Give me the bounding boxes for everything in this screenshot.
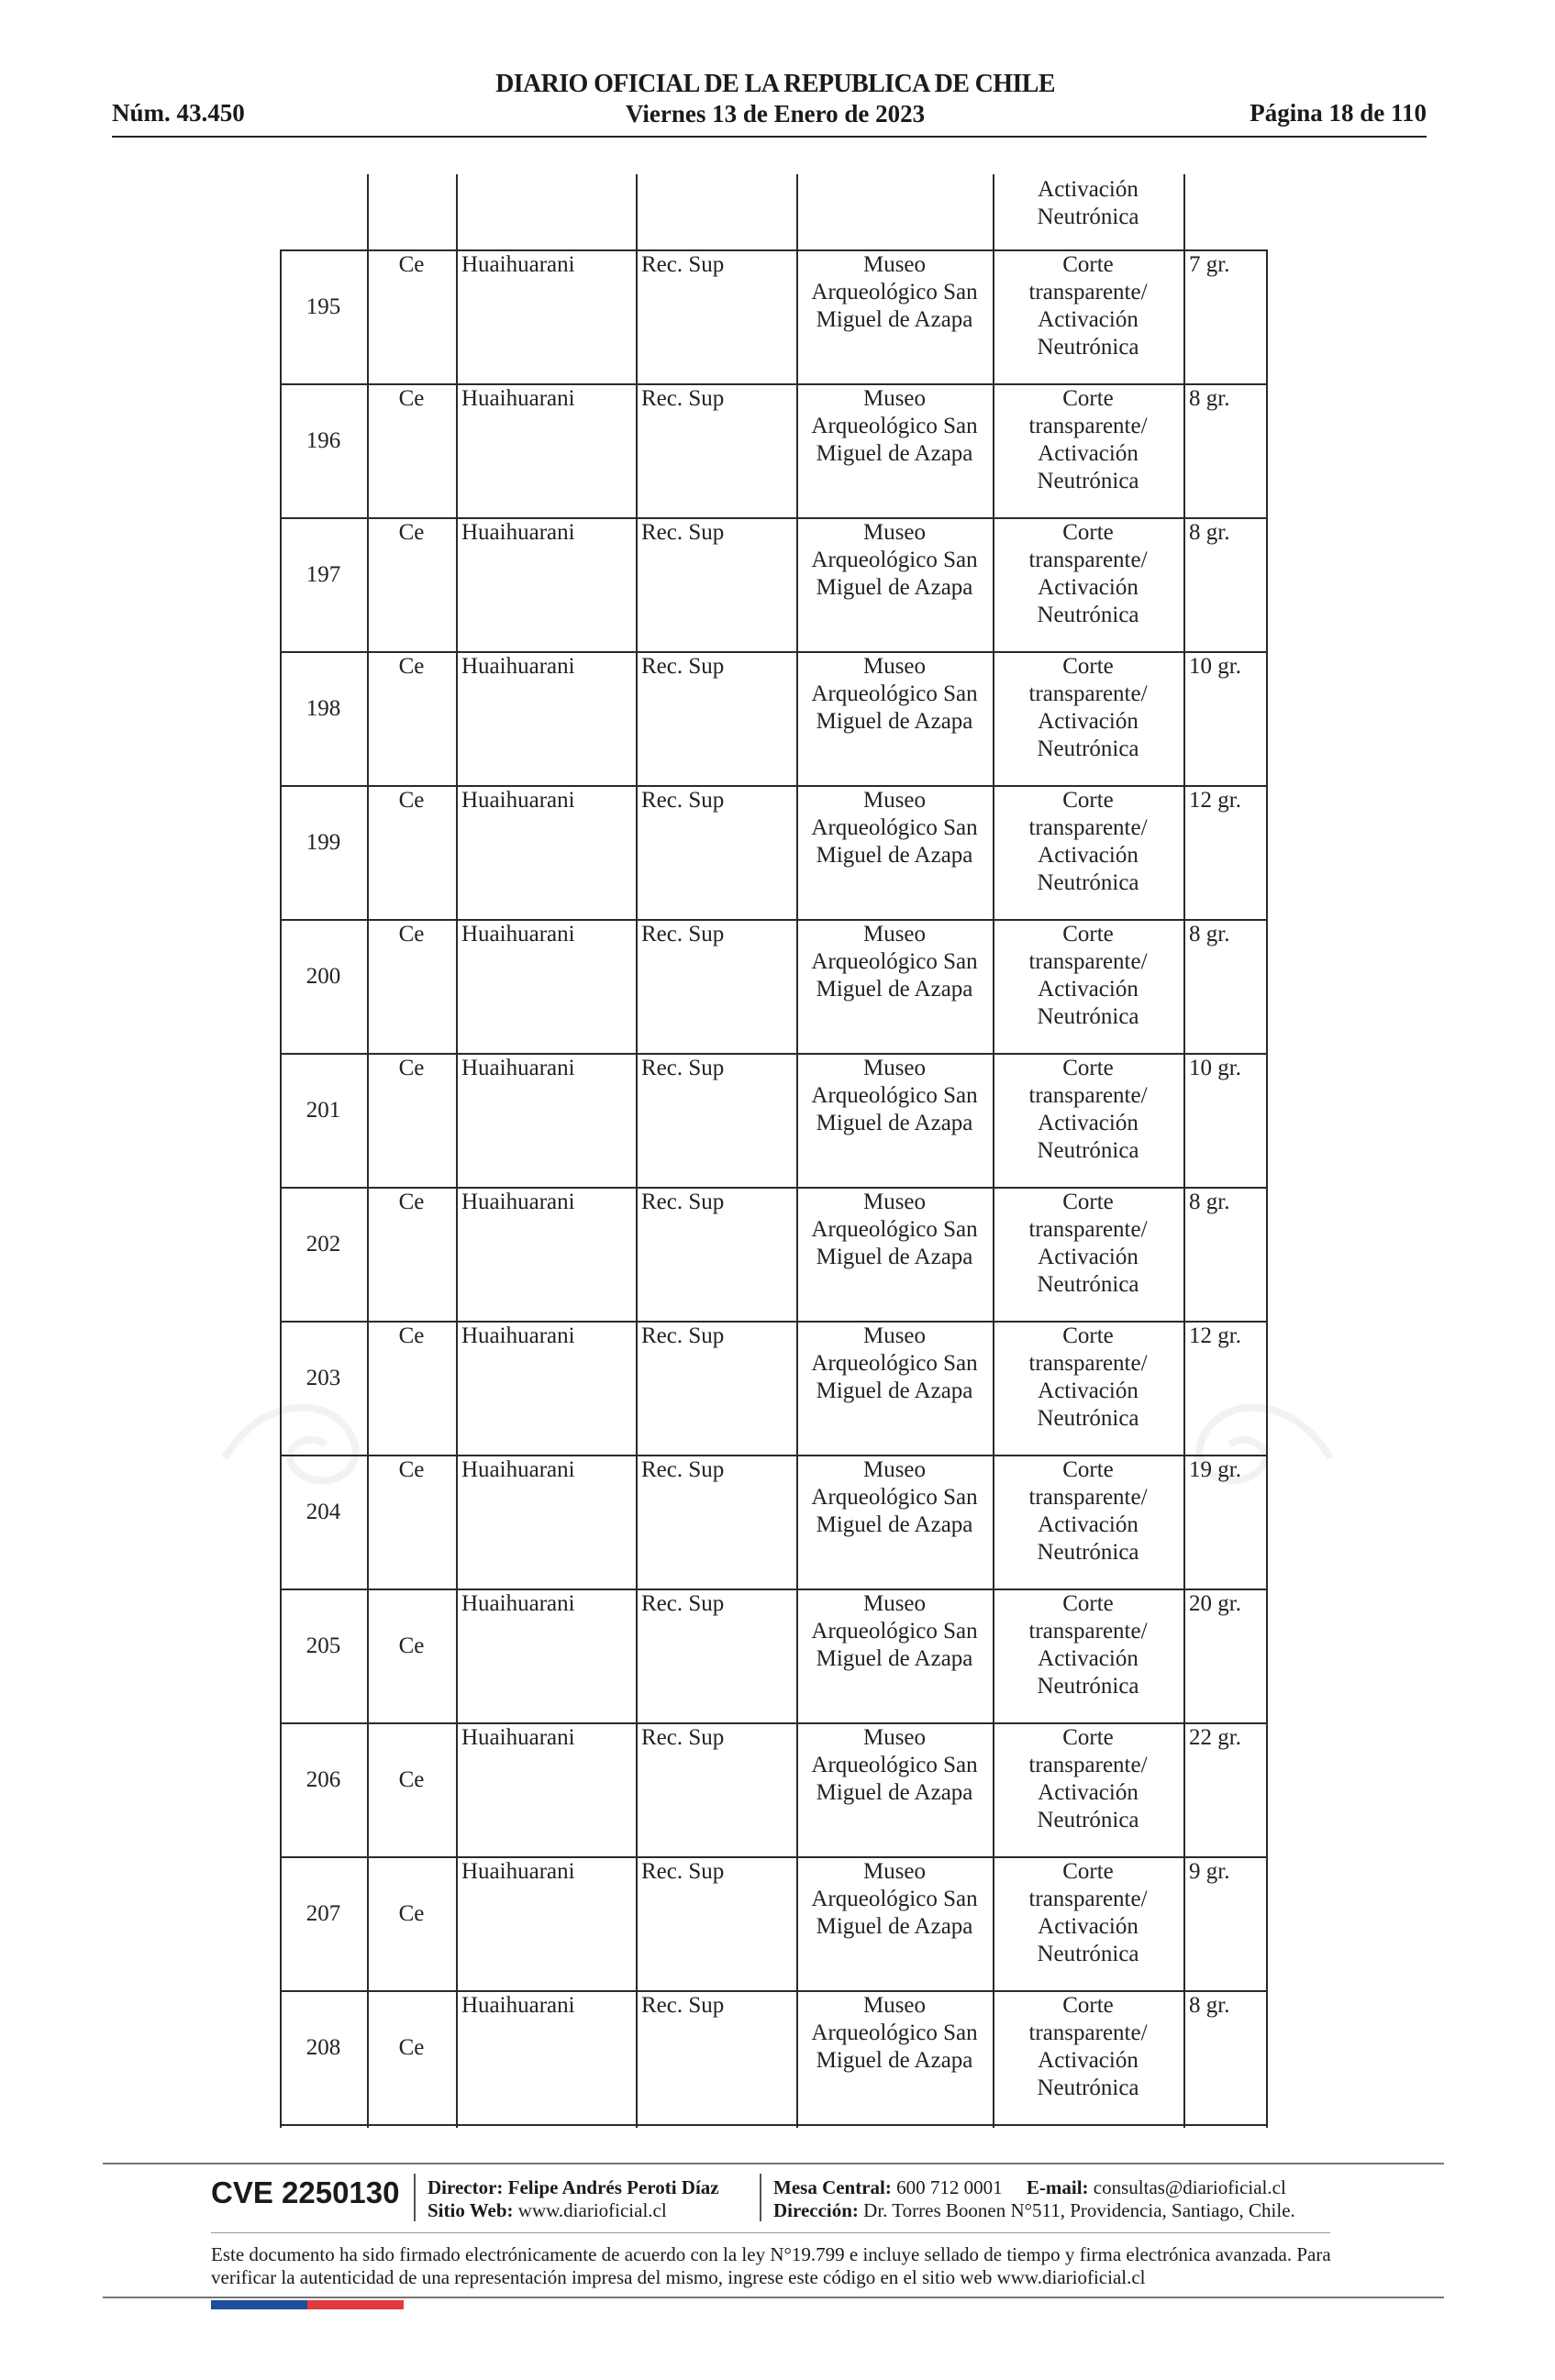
row-context: Rec. Sup [641, 386, 725, 411]
row-method-line: Neutrónica [1037, 1138, 1139, 1163]
row-method-line: Activación [1038, 575, 1138, 600]
page-number: Página 18 de 110 [1250, 99, 1427, 127]
row-location-line: Arqueológico San [811, 1753, 978, 1777]
row-location-line: Miguel de Azapa [816, 1378, 973, 1403]
row-site: Huaihuarani [461, 1859, 575, 1884]
footer-divider-bottom [103, 2297, 1444, 2298]
row-location-line: Arqueológico San [811, 548, 978, 572]
row-code: Ce [398, 1323, 425, 1348]
table-column-border [367, 174, 369, 2128]
row-number: 200 [305, 964, 341, 989]
row-site: Huaihuarani [461, 252, 575, 277]
row-code: Ce [398, 386, 425, 411]
row-context: Rec. Sup [641, 654, 725, 679]
flag-stripe-red [307, 2300, 404, 2309]
row-method-line: transparente/ [1028, 2020, 1148, 2045]
row-method-line: Neutrónica [1037, 1942, 1139, 1966]
row-location-line: Arqueológico San [811, 1887, 978, 1911]
row-context: Rec. Sup [641, 922, 725, 946]
row-site: Huaihuarani [461, 386, 575, 411]
row-location-line: Museo [862, 386, 927, 411]
row-location-line: Miguel de Azapa [816, 441, 973, 466]
row-location-line: Miguel de Azapa [816, 575, 973, 600]
row-location-line: Museo [862, 654, 927, 679]
row-method-line: Corte [1062, 788, 1114, 813]
row-weight: 8 gr. [1189, 1993, 1230, 2018]
row-location-line: Miguel de Azapa [816, 2048, 973, 2073]
row-weight: 8 gr. [1189, 520, 1230, 545]
publication-title: DIARIO OFICIAL DE LA REPUBLICA DE CHILE [495, 70, 1055, 98]
row-site: Huaihuarani [461, 1323, 575, 1348]
row-method-line: Corte [1062, 386, 1114, 411]
email-link[interactable]: consultas@diarioficial.cl [1093, 2176, 1286, 2198]
row-location-line: Arqueológico San [811, 1485, 978, 1510]
row-site: Huaihuarani [461, 1056, 575, 1080]
row-method-line: Activación [1038, 1111, 1138, 1135]
footer-contact-block [773, 2176, 1295, 2222]
row-method-line: Neutrónica [1037, 335, 1139, 360]
row-method-line: transparente/ [1028, 681, 1148, 706]
row-method-line: transparente/ [1028, 1083, 1148, 1108]
row-method-line: Neutrónica [1037, 1808, 1139, 1832]
row-site: Huaihuarani [461, 788, 575, 813]
row-method-line: Neutrónica [1037, 1272, 1139, 1297]
row-method-line: transparente/ [1028, 1753, 1148, 1777]
row-location-line: Arqueológico San [811, 414, 978, 438]
row-site: Huaihuarani [461, 1457, 575, 1482]
row-method-line: transparente/ [1028, 548, 1148, 572]
row-number: 199 [305, 830, 341, 855]
row-location-line: Museo [862, 1056, 927, 1080]
address-text: Dr. Torres Boonen N°511, Providencia, Santiago, Chile. [863, 2199, 1295, 2221]
row-weight: 9 gr. [1189, 1859, 1230, 1884]
row-weight: 12 gr. [1189, 1323, 1241, 1348]
row-method-line: Neutrónica [1037, 1674, 1139, 1699]
publication-date: Viernes 13 de Enero de 2023 [625, 100, 926, 127]
row-method-line: Neutrónica [1037, 870, 1139, 895]
row-method-line: Corte [1062, 1725, 1114, 1750]
row-location-line: Museo [862, 922, 927, 946]
row-location-line: Arqueológico San [811, 1217, 978, 1242]
row-code: Ce [398, 1457, 425, 1482]
row-location-line: Museo [862, 1993, 927, 2018]
row-site: Huaihuarani [461, 1190, 575, 1214]
row-location-line: Arqueológico San [811, 280, 978, 304]
samples-table [280, 174, 1268, 2128]
row-code: Ce [398, 1056, 425, 1080]
table-column-border [280, 249, 282, 2128]
row-context: Rec. Sup [641, 252, 725, 277]
row-location-line: Miguel de Azapa [816, 1646, 973, 1671]
row-number: 208 [305, 2035, 341, 2060]
row-weight: 22 gr. [1189, 1725, 1241, 1750]
partial-method-line1: Activación [1038, 177, 1138, 202]
row-number: 197 [305, 562, 341, 587]
row-method-line: Activación [1038, 709, 1138, 734]
row-context: Rec. Sup [641, 788, 725, 813]
row-number: 195 [305, 294, 341, 319]
row-weight: 19 gr. [1189, 1457, 1241, 1482]
row-code: Ce [398, 1633, 425, 1658]
director-label: Director: [428, 2176, 504, 2198]
row-method-line: Corte [1062, 1056, 1114, 1080]
row-location-line: Miguel de Azapa [816, 977, 973, 1002]
row-weight: 12 gr. [1189, 788, 1241, 813]
row-method-line: transparente/ [1028, 1485, 1148, 1510]
cve-code: CVE 2250130 [211, 2175, 400, 2209]
row-method-line: Corte [1062, 252, 1114, 277]
row-method-line: Neutrónica [1037, 1004, 1139, 1029]
row-location-line: Museo [862, 788, 927, 813]
header-divider [112, 136, 1427, 138]
row-method-line: Corte [1062, 1591, 1114, 1616]
row-location-line: Miguel de Azapa [816, 709, 973, 734]
row-code: Ce [398, 1901, 425, 1926]
row-method-line: Corte [1062, 1457, 1114, 1482]
row-location-line: Museo [862, 1591, 927, 1616]
table-column-border [1183, 174, 1185, 2128]
row-location-line: Arqueológico San [811, 815, 978, 840]
row-weight: 10 gr. [1189, 654, 1241, 679]
phone-label: Mesa Central: [773, 2176, 892, 2198]
row-location-line: Arqueológico San [811, 1083, 978, 1108]
row-method-line: Corte [1062, 1859, 1114, 1884]
row-code: Ce [398, 520, 425, 545]
row-method-line: Corte [1062, 922, 1114, 946]
row-method-line: Activación [1038, 2048, 1138, 2073]
director-name: Felipe Andrés Peroti Díaz [507, 2176, 719, 2198]
masthead [459, 70, 1092, 128]
row-code: Ce [398, 1190, 425, 1214]
table-column-border [636, 174, 638, 2128]
row-method-line: Corte [1062, 654, 1114, 679]
row-code: Ce [398, 654, 425, 679]
footer-separator [414, 2174, 416, 2221]
row-location-line: Museo [862, 1190, 927, 1214]
footer-divider-mid [211, 2232, 1330, 2233]
address-label: Dirección: [773, 2199, 859, 2221]
row-context: Rec. Sup [641, 1591, 725, 1616]
website-label: Sitio Web: [428, 2199, 514, 2221]
row-weight: 10 gr. [1189, 1056, 1241, 1080]
row-method-line: Neutrónica [1037, 1406, 1139, 1431]
row-method-line: Neutrónica [1037, 736, 1139, 761]
partial-method-line2: Neutrónica [1037, 205, 1139, 229]
row-context: Rec. Sup [641, 1993, 725, 2018]
row-method-line: Activación [1038, 1646, 1138, 1671]
row-location-line: Arqueológico San [811, 2020, 978, 2045]
footer-divider-top [103, 2163, 1444, 2164]
footer-separator [760, 2174, 761, 2221]
row-number: 201 [305, 1098, 341, 1123]
row-location-line: Museo [862, 1457, 927, 1482]
website-link[interactable]: www.diarioficial.cl [517, 2199, 667, 2221]
row-location-line: Miguel de Azapa [816, 1914, 973, 1939]
row-site: Huaihuarani [461, 654, 575, 679]
row-number: 204 [305, 1500, 341, 1524]
row-method-line: transparente/ [1028, 1887, 1148, 1911]
table-column-border [456, 174, 458, 2128]
phone-number: 600 712 0001 [896, 2176, 1003, 2198]
row-number: 202 [305, 1232, 341, 1256]
row-method-line: Activación [1038, 441, 1138, 466]
row-location-line: Museo [862, 252, 927, 277]
row-site: Huaihuarani [461, 1591, 575, 1616]
row-location-line: Arqueológico San [811, 1619, 978, 1644]
row-location-line: Miguel de Azapa [816, 843, 973, 868]
row-weight: 8 gr. [1189, 386, 1230, 411]
row-method-line: Neutrónica [1037, 1540, 1139, 1565]
row-method-line: Corte [1062, 520, 1114, 545]
row-context: Rec. Sup [641, 1725, 725, 1750]
row-location-line: Arqueológico San [811, 1351, 978, 1376]
email-label: E-mail: [1026, 2176, 1089, 2198]
row-method-line: Activación [1038, 1245, 1138, 1269]
row-method-line: Activación [1038, 843, 1138, 868]
row-method-line: transparente/ [1028, 414, 1148, 438]
row-site: Huaihuarani [461, 520, 575, 545]
row-weight: 20 gr. [1189, 1591, 1241, 1616]
row-context: Rec. Sup [641, 1457, 725, 1482]
row-weight: 7 gr. [1189, 252, 1230, 277]
row-context: Rec. Sup [641, 1323, 725, 1348]
row-site: Huaihuarani [461, 1993, 575, 2018]
row-method-line: Activación [1038, 1780, 1138, 1805]
row-location-line: Miguel de Azapa [816, 1245, 973, 1269]
row-code: Ce [398, 788, 425, 813]
row-method-line: Activación [1038, 1378, 1138, 1403]
row-location-line: Museo [862, 1323, 927, 1348]
row-method-line: transparente/ [1028, 1217, 1148, 1242]
row-location-line: Museo [862, 520, 927, 545]
row-context: Rec. Sup [641, 520, 725, 545]
row-method-line: transparente/ [1028, 1619, 1148, 1644]
row-location-line: Miguel de Azapa [816, 1512, 973, 1537]
row-location-line: Arqueológico San [811, 681, 978, 706]
row-method-line: transparente/ [1028, 815, 1148, 840]
flag-stripe-blue [211, 2300, 307, 2309]
samples-table-grid [280, 174, 1268, 2128]
row-number: 205 [305, 1633, 341, 1658]
row-context: Rec. Sup [641, 1859, 725, 1884]
row-method-line: transparente/ [1028, 280, 1148, 304]
row-number: 203 [305, 1366, 341, 1390]
issue-number: Núm. 43.450 [112, 99, 245, 127]
row-method-line: Activación [1038, 1914, 1138, 1939]
row-location-line: Miguel de Azapa [816, 1780, 973, 1805]
row-method-line: Corte [1062, 1993, 1114, 2018]
row-location-line: Miguel de Azapa [816, 307, 973, 332]
row-code: Ce [398, 922, 425, 946]
row-site: Huaihuarani [461, 922, 575, 946]
table-column-border [1266, 249, 1268, 2128]
row-context: Rec. Sup [641, 1190, 725, 1214]
row-weight: 8 gr. [1189, 922, 1230, 946]
row-site: Huaihuarani [461, 1725, 575, 1750]
row-code: Ce [398, 252, 425, 277]
row-method-line: Activación [1038, 977, 1138, 1002]
row-method-line: Corte [1062, 1323, 1114, 1348]
row-method-line: Corte [1062, 1190, 1114, 1214]
row-number: 198 [305, 696, 341, 721]
row-number: 206 [305, 1767, 341, 1792]
row-method-line: transparente/ [1028, 1351, 1148, 1376]
row-method-line: transparente/ [1028, 949, 1148, 974]
row-method-line: Activación [1038, 1512, 1138, 1537]
legal-note: Este documento ha sido firmado electrónicamente de acuerdo con la ley N°19.799 e incluye sellado de tiempo y firma electrónica avanzada. Para verificar la autenticidad de una representación impresa del mismo, ingrese este código en el sitio web www.diarioficial.cl [211, 2243, 1331, 2288]
row-number: 196 [305, 428, 341, 453]
row-method-line: Neutrónica [1037, 603, 1139, 627]
row-weight: 8 gr. [1189, 1190, 1230, 1214]
row-method-line: Neutrónica [1037, 469, 1139, 493]
footer-director-block [428, 2176, 719, 2222]
row-context: Rec. Sup [641, 1056, 725, 1080]
row-location-line: Museo [862, 1859, 927, 1884]
row-method-line: Neutrónica [1037, 2076, 1139, 2100]
row-location-line: Museo [862, 1725, 927, 1750]
table-row-border [280, 2124, 1268, 2126]
row-code: Ce [398, 1767, 425, 1792]
row-method-line: Activación [1038, 307, 1138, 332]
row-location-line: Miguel de Azapa [816, 1111, 973, 1135]
row-number: 207 [305, 1901, 341, 1926]
row-code: Ce [398, 2035, 425, 2060]
row-location-line: Arqueológico San [811, 949, 978, 974]
